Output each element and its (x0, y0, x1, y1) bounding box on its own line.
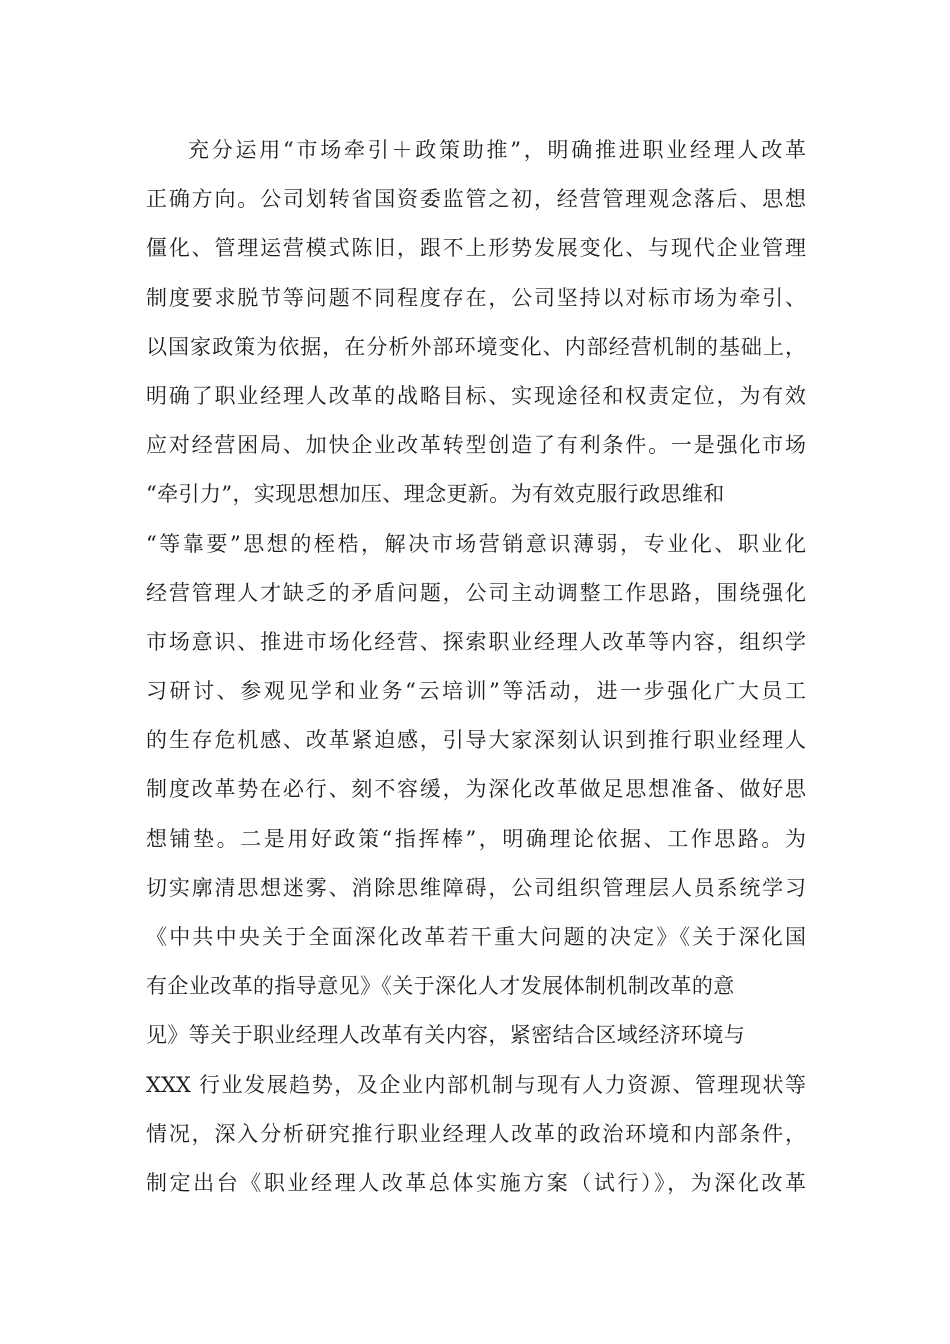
paragraph-line-9: “等靠要”思想的桎梏，解决市场营销意识薄弱，专业化、职业化 (146, 531, 806, 556)
paragraph-line-14: 制度改革势在必行、刻不容缓，为深化改革做足思想准备、做好思 (146, 777, 806, 802)
paragraph-line-17: 《中共中央关于全面深化改革若干重大问题的决定》《关于深化国 (146, 925, 806, 949)
paragraph-line-21: 情况，深入分析研究推行职业经理人改革的政治环境和内部条件， (146, 1121, 806, 1146)
paragraph-line-11: 市场意识、推进市场化经营、探索职业经理人改革等内容，组织学 (146, 629, 806, 654)
body-paragraph (146, 126, 806, 1208)
paragraph-line-13: 的生存危机感、改革紧迫感，引导大家深刻认识到推行职业经理人 (146, 728, 806, 753)
paragraph-line-2: 正确方向。公司划转省国资委监管之初，经营管理观念落后、思想 (146, 187, 806, 212)
paragraph-line-10: 经营管理人才缺乏的矛盾问题，公司主动调整工作思路，围绕强化 (146, 580, 806, 605)
paragraph-line-4: 制度要求脱节等问题不同程度存在，公司坚持以对标市场为牵引、 (146, 285, 806, 310)
paragraph-line-8: “牵引力”，实现思想加压、理念更新。为有效克服行政思维和 (146, 482, 725, 507)
paragraph-line-19: 见》等关于职业经理人改革有关内容，紧密结合区域经济环境与 (146, 1023, 746, 1048)
paragraph-line-7: 应对经营困局、加快企业改革转型创造了有利条件。一是强化市场 (146, 433, 806, 458)
paragraph-line-15: 想铺垫。二是用好政策“指挥棒”，明确理论依据、工作思路。为 (146, 826, 806, 851)
paragraph-line-18: 有企业改革的指导意见》《关于深化人才发展体制机制改革的意 (146, 974, 735, 999)
paragraph-line-12: 习研讨、参观见学和业务“云培训”等活动，进一步强化广大员工 (146, 679, 806, 704)
paragraph-line-16: 切实廓清思想迷雾、消除思维障碍，公司组织管理层人员系统学习 (146, 875, 806, 900)
paragraph-line-22: 制定出台《职业经理人改革总体实施方案（试行）》，为深化改革 (146, 1170, 806, 1195)
paragraph-line-6: 明确了职业经理人改革的战略目标、实现途径和权责定位，为有效 (146, 383, 806, 408)
paragraph-line-3: 僵化、管理运营模式陈旧，跟不上形势发展变化、与现代企业管理 (146, 236, 806, 261)
paragraph-line-20: XXX 行业发展趋势，及企业内部机制与现有人力资源、管理现状等 (146, 1072, 806, 1097)
paragraph-line-5: 以国家政策为依据，在分析外部环境变化、内部经营机制的基础上， (146, 334, 806, 359)
paragraph-line-1: 充分运用“市场牵引＋政策助推”，明确推进职业经理人改革 (188, 138, 806, 162)
